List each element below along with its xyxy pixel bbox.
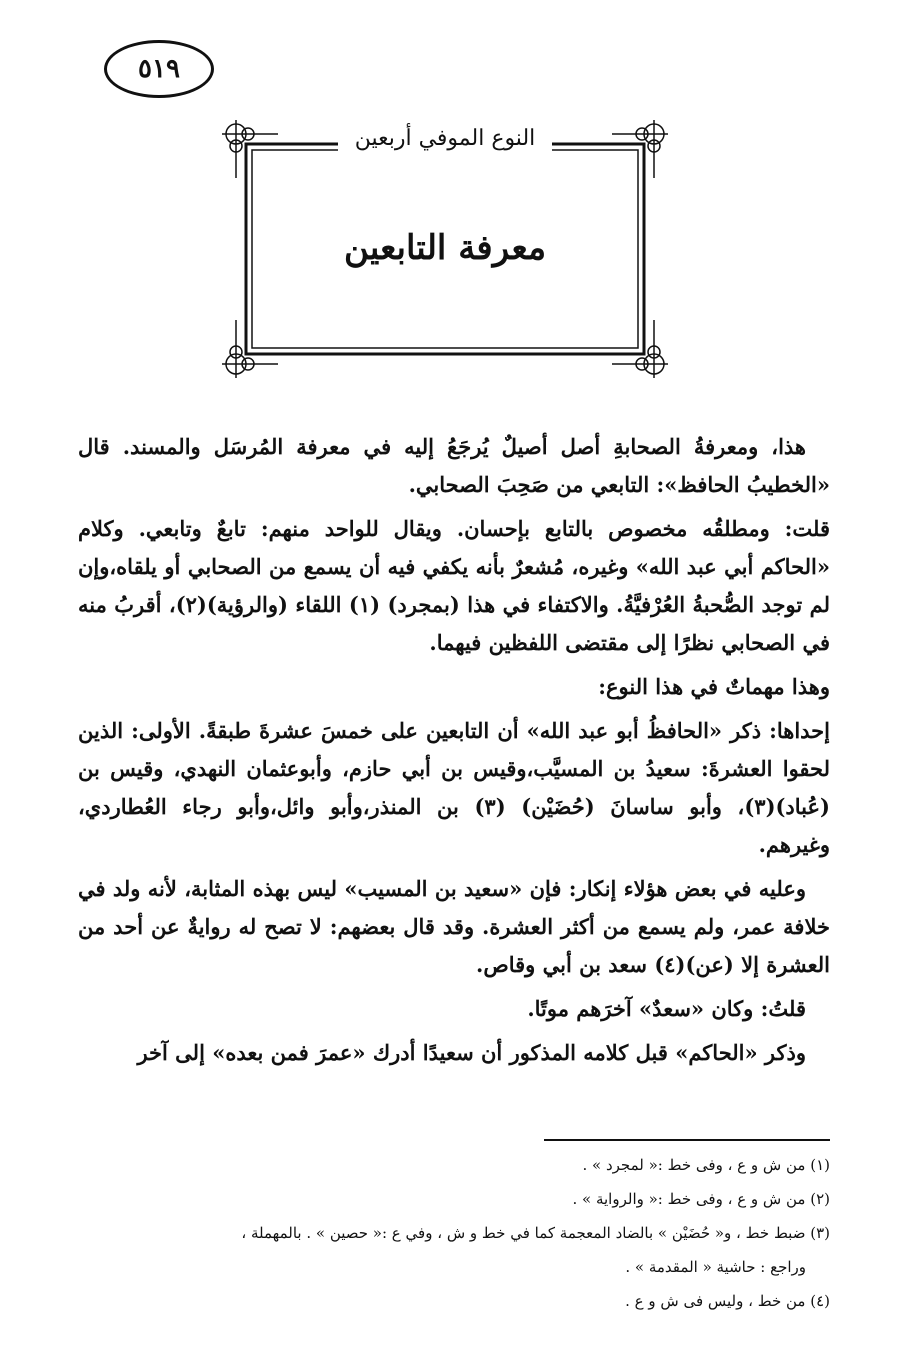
page-number-text: ٥١٩ — [138, 54, 180, 84]
footnote: (٢) من ش و ع ، وفى خط :« والرواية » . — [572, 1190, 830, 1208]
page-number — [104, 40, 214, 98]
paragraph: وعليه في بعض هؤلاء إنكار: فإن «سعيد بن المسيب» ليس بهذه المثابة، لأنه ولد في خلافة عمر، ولم يسمع من أكثر العشرة. وقد قال بعضهم: لا تصح له روايةٌ عن أحد من العشرة إلا (عن)(٤) سعد بن أبي وقاص. — [78, 876, 830, 977]
paragraph: هذا، ومعرفةُ الصحابةِ أصل أصيلٌ يُرجَعُ إليه في معرفة المُرسَل والمسند. قال «الخطيبُ الحافظ»: التابعي من صَحِبَ الصحابي. — [78, 434, 830, 497]
paragraph: وذكر «الحاكم» قبل كلامه المذكور أن سعيدًا أدرك «عمرَ فمن بعده» إلى آخر — [137, 1040, 806, 1065]
paragraph: وهذا مهماتٌ في هذا النوع: — [598, 674, 830, 699]
chapter-title: معرفة التابعين — [343, 228, 547, 268]
footnote: (٣) ضبط خط ، و« حُضَيْن » بالضاد المعجمة كما في خط و ش ، وفي ع :« حصين » . بالمهملة ، — [241, 1224, 830, 1242]
chapter-label-text: النوع الموفي أربعين — [343, 126, 548, 151]
footnote: (١) من ش و ع ، وفى خط :« لمجرد » . — [582, 1156, 830, 1174]
paragraph: إحداها: ذكر «الحافظُ أبو عبد الله» أن التابعين على خمسَ عشرةَ طبقةً. الأولى: الذين لحقوا العشرةَ: سعيدُ بن المسيَّب،وقيس بن أبي حازم، وأبوعثمان النهدي، وقيس بن (عُباد)(٣)، وأبو ساسانَ (حُضَيْن) (٣) بن المنذر،وأبو وائل،وأبو رجاء العُطاردي، وغيرهم. — [78, 718, 830, 857]
paragraph: قلت: ومطلقُه مخصوص بالتابع بإحسان. ويقال للواحد منهم: تابعٌ وتابعي. وكلام «الحاكم أبي عبد الله» وغيره، مُشعرٌ بأنه يكفي فيه أن يسمع من الصحابي أو يلقاه،وإن لم توجد الصُّحبةُ العُرْفيَّةُ. والاكتفاء في هذا (بمجرد) (١) اللقاء (والرؤية)(٢)، أقربُ منه في الصحابي نظرًا إلى مقتضى اللفظين فيهما. — [78, 516, 830, 655]
footnote: (٤) من خط ، وليس فى ش و ع . — [625, 1292, 830, 1310]
footnotes — [78, 1150, 830, 1320]
chapter-heading-frame — [218, 118, 672, 380]
chapter-label — [218, 124, 672, 154]
main-text — [78, 428, 830, 1078]
footnote-continuation: وراجع : حاشية « المقدمة » . — [625, 1258, 806, 1276]
paragraph: قلتُ: وكان «سعدٌ» آخرَهم موتًا. — [527, 996, 806, 1021]
footnote-separator — [544, 1139, 830, 1141]
